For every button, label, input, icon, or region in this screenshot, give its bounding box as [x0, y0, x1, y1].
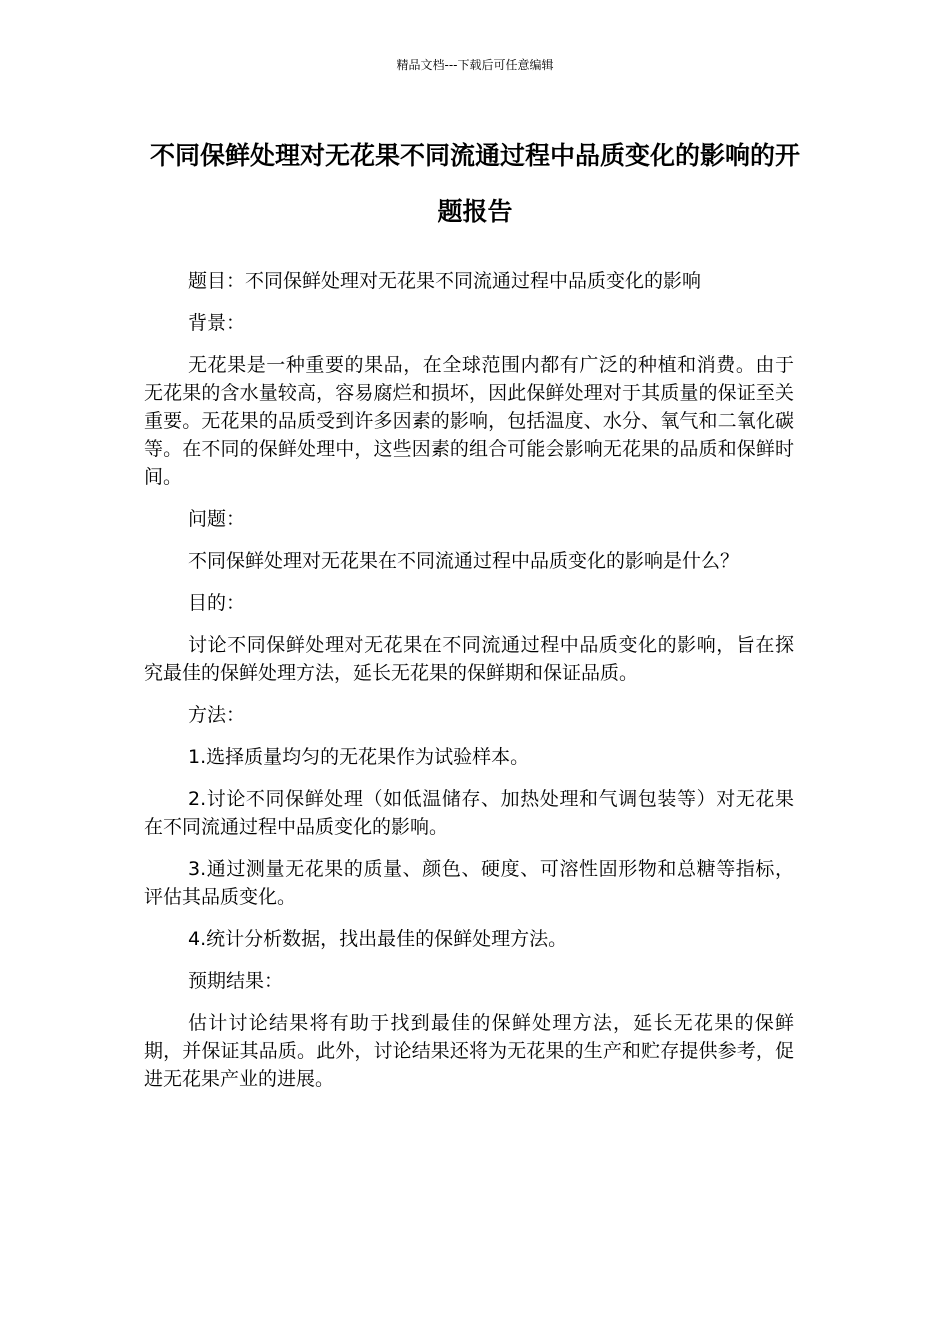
background-heading: 背景： — [188, 312, 246, 334]
header-note: 精品文档---下载后可任意编辑 — [396, 58, 554, 72]
background-paragraph: 无花果是一种重要的果品，在全球范围内都有广泛的种植和消费。由于无花果的含水量较高，容易腐烂和损坏，因此保鲜处理对于其质量的保证至关重要。无花果的品质受到许多因素的影响，包括温度、水分、氧气和二氧化碳等。在不同的保鲜处理中，这些因素的组合可能会影响无花果的品质和保鲜时间。 — [144, 354, 794, 488]
method-step-2: 2.讨论不同保鲜处理（如低温储存、加热处理和气调包装等）对无花果在不同流通过程中品质变化的影响。 — [144, 788, 794, 838]
question-paragraph: 不同保鲜处理对无花果在不同流通过程中品质变化的影响是什么？ — [188, 550, 740, 572]
document-title: 不同保鲜处理对无花果不同流通过程中品质变化的影响的开题报告 — [149, 141, 800, 226]
method-step-4: 4.统计分析数据，找出最佳的保鲜处理方法。 — [188, 928, 568, 950]
expected-results-heading: 预期结果： — [188, 970, 284, 992]
topic-line: 题目：不同保鲜处理对无花果不同流通过程中品质变化的影响 — [188, 270, 702, 292]
question-heading: 问题： — [188, 508, 246, 530]
expected-results-paragraph: 估计讨论结果将有助于找到最佳的保鲜处理方法，延长无花果的保鲜期，并保证其品质。此外，讨论结果还将为无花果的生产和贮存提供参考，促进无花果产业的进展。 — [144, 1012, 794, 1090]
method-step-1: 1.选择质量均匀的无花果作为试验样本。 — [188, 746, 530, 768]
document-body — [144, 267, 794, 1107]
method-step-3: 3.通过测量无花果的质量、颜色、硬度、可溶性固形物和总糖等指标，评估其品质变化。 — [144, 858, 794, 908]
purpose-paragraph: 讨论不同保鲜处理对无花果在不同流通过程中品质变化的影响，旨在探究最佳的保鲜处理方法，延长无花果的保鲜期和保证品质。 — [144, 634, 794, 684]
method-heading: 方法： — [188, 704, 246, 726]
purpose-heading: 目的： — [188, 592, 246, 614]
